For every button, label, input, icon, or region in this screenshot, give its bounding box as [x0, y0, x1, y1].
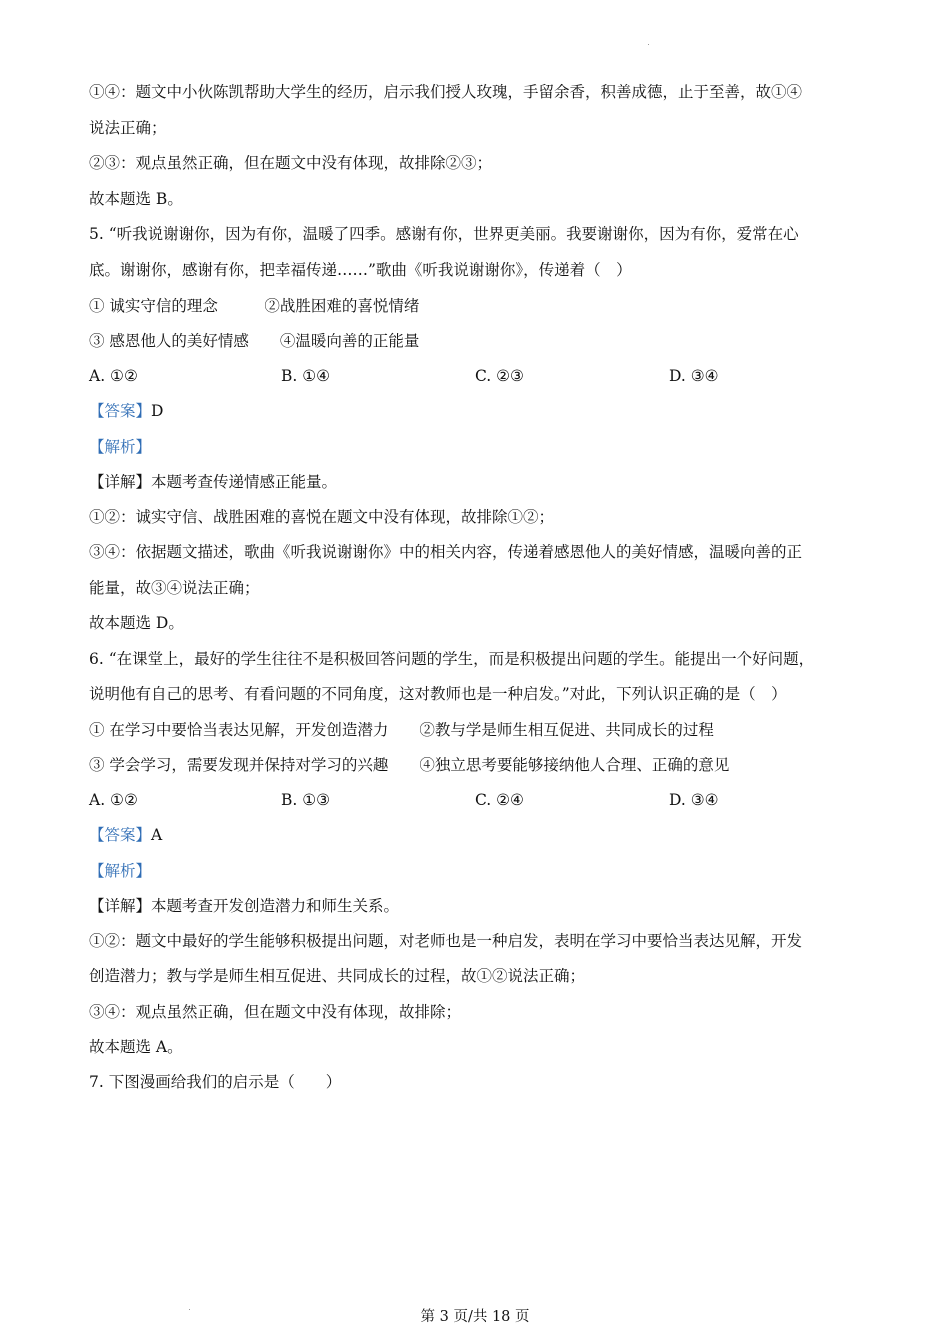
- q5-option-c: C. ②③: [475, 367, 524, 385]
- q5-detail: 能量，故③④说法正确；: [89, 579, 260, 597]
- question-6-statement: ① 在学习中要恰当表达见解，开发创造潜力 ②教与学是师生相互促进、共同成长的过程: [89, 721, 714, 739]
- answer-tag: 【答案】: [89, 402, 152, 420]
- q6-detail: ③④：观点虽然正确，但在题文中没有体现，故排除；: [89, 1003, 462, 1021]
- q6-option-a: A. ①②: [89, 791, 138, 809]
- text-line: 说法正确；: [89, 119, 167, 137]
- scan-dot: [648, 44, 649, 45]
- q6-detail: 故本题选 A。: [89, 1038, 183, 1056]
- q5-detail: ③④：依据题文描述，歌曲《听我说谢谢你》中的相关内容，传递着感恩他人的美好情感，温暖向善的正: [89, 543, 803, 561]
- page-number: 第 3 页/共 18 页: [420, 1309, 530, 1325]
- question-5-statement: ① 诚实守信的理念 ②战胜困难的喜悦情绪: [89, 297, 420, 315]
- question-6-stem: 说明他有自己的思考、有看问题的不同角度，这对教师也是一种启发。”对此，下列认识正确的是（ ）: [89, 685, 787, 703]
- q5-detail: 【详解】本题考查传递情感正能量。: [89, 473, 338, 491]
- q5-answer: [89, 401, 869, 421]
- question-5-stem: 底。谢谢你，感谢有你，把幸福传递……”歌曲《听我说谢谢你》，传递着（ ）: [89, 261, 632, 279]
- answer-tag: 【答案】: [89, 826, 152, 844]
- question-6-statement: ③ 学会学习，需要发现并保持对学习的兴趣 ④独立思考要能够接纳他人合理、正确的意见: [89, 756, 730, 774]
- q5-option-a: A. ①②: [89, 367, 138, 385]
- q5-detail: ①②：诚实守信、战胜困难的喜悦在题文中没有体现，故排除①②；: [89, 508, 555, 526]
- q6-detail: 创造潜力；教与学是师生相互促进、共同成长的过程，故①②说法正确；: [89, 967, 586, 985]
- text-line: ①④：题文中小伙陈凯帮助大学生的经历，启示我们授人玫瑰，手留余香，积善成德，止于至善，故①④: [89, 83, 803, 101]
- question-7-stem: 7. 下图漫画给我们的启示是（ ）: [89, 1073, 342, 1091]
- question-6-stem: 6. “在课堂上，最好的学生往往不是积极回答问题的学生，而是积极提出问题的学生。能提出一个好问题，: [89, 650, 815, 668]
- answer-value: D: [151, 402, 164, 420]
- text-line: 故本题选 B。: [89, 190, 183, 208]
- q6-detail: ①②：题文中最好的学生能够积极提出问题，对老师也是一种启发，表明在学习中要恰当表达见解，开发: [89, 932, 803, 950]
- q6-detail: 【详解】本题考查开发创造潜力和师生关系。: [89, 897, 400, 915]
- analysis-tag: 【解析】: [89, 438, 152, 456]
- q6-option-d: D. ③④: [669, 791, 719, 809]
- q6-option-c: C. ②④: [475, 791, 524, 809]
- text-line: ②③：观点虽然正确，但在题文中没有体现，故排除②③；: [89, 154, 493, 172]
- q5-detail: 故本题选 D。: [89, 614, 184, 632]
- question-5-stem: 5. “听我说谢谢你，因为有你，温暖了四季。感谢有你，世界更美丽。我要谢谢你，因为有你，爱常在心: [89, 225, 799, 243]
- q6-option-b: B. ①③: [281, 791, 331, 809]
- question-5-statement: ③ 感恩他人的美好情感 ④温暖向善的正能量: [89, 332, 420, 350]
- q5-option-d: D. ③④: [669, 367, 719, 385]
- q6-answer: [89, 825, 869, 845]
- analysis-tag: 【解析】: [89, 862, 152, 880]
- answer-value: A: [151, 826, 163, 844]
- q5-option-b: B. ①④: [281, 367, 331, 385]
